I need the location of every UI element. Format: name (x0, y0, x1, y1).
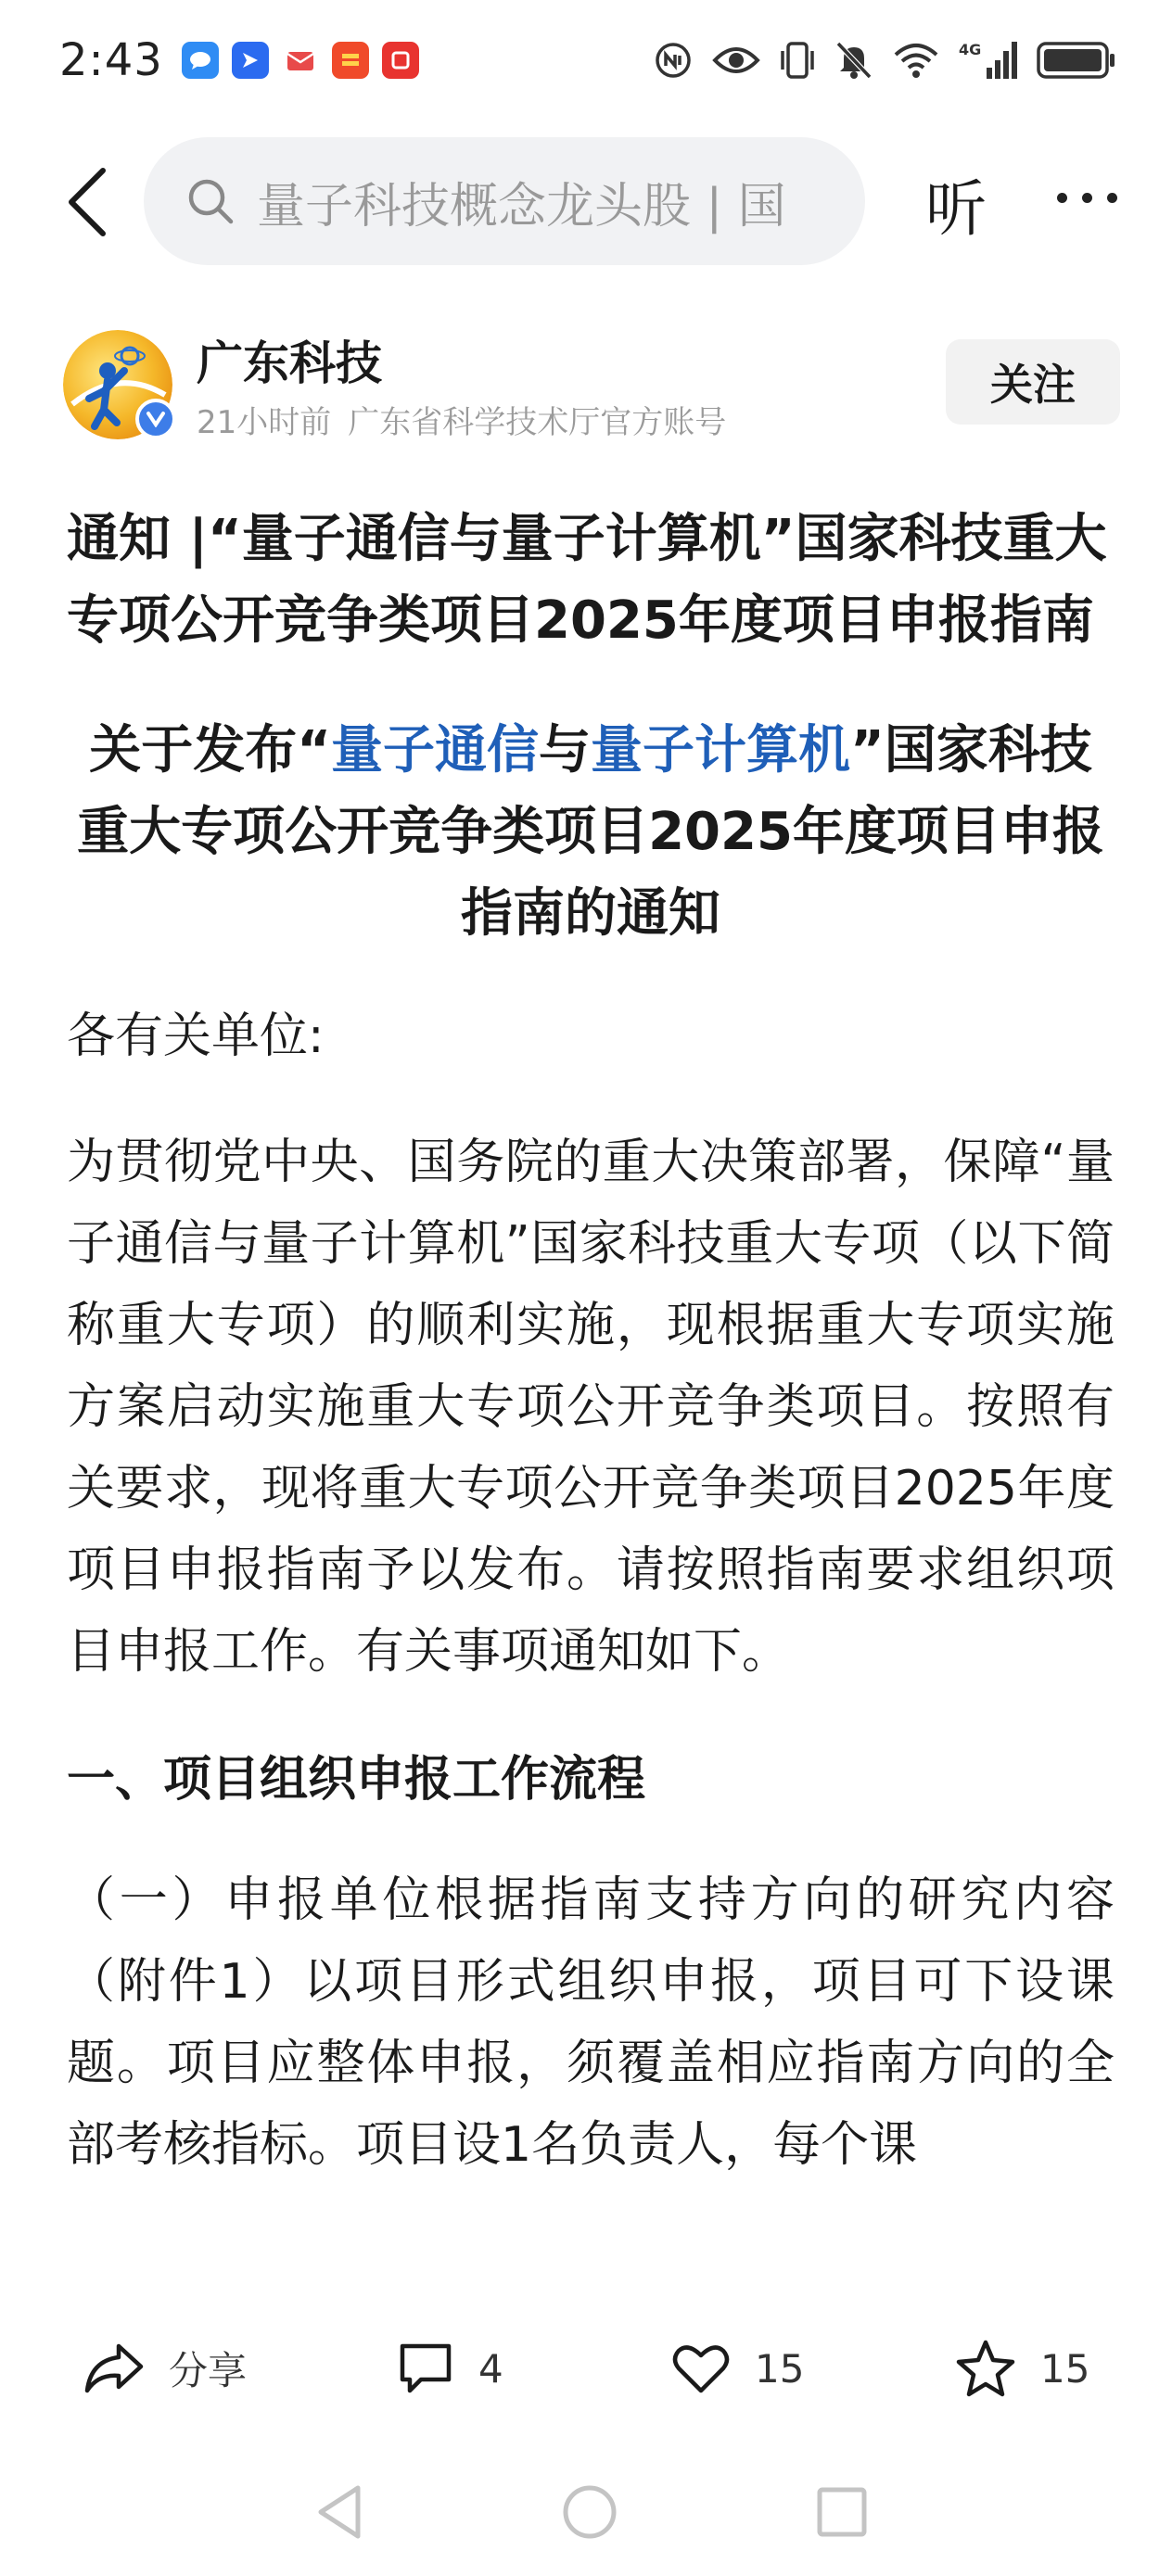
star-icon (955, 2339, 1016, 2398)
more-button[interactable] (1057, 193, 1117, 203)
circle-home-icon (560, 2482, 619, 2542)
wifi-icon (892, 42, 940, 79)
heart-icon (671, 2341, 731, 2396)
subtitle-prefix: 关于发布“ (89, 720, 331, 780)
like-count: 15 (755, 2345, 805, 2392)
system-back-button[interactable] (312, 2482, 367, 2545)
mail-icon (282, 42, 319, 79)
favorite-button[interactable] (955, 2327, 1089, 2410)
app-icon (382, 42, 419, 79)
author-description: 广东省科学技术厅官方账号 (348, 404, 727, 441)
search-bar[interactable] (144, 137, 865, 265)
back-button[interactable] (41, 146, 134, 258)
taobao-icon (332, 42, 369, 79)
author-row (63, 326, 1120, 447)
body-paragraph-1: 为贯彻党中央、国务院的重大决策部署，保障“量子通信与量子计算机”国家科技重大专项（以下简称重大专项）的顺利实施，现根据重大专项实施方案启动实施重大专项公开竞争类项目。按照有关要求，现将重大专项公开竞争类项目2025年度项目申报指南予以发布。请按照指南要求组织项目申报工作。有关事项通知如下。 (67, 1135, 1115, 1680)
comment-count: 4 (478, 2345, 503, 2392)
article (67, 499, 1115, 2186)
salutation: 各有关单位: (67, 1009, 325, 1064)
more-dot (1107, 193, 1117, 203)
battery-icon (1037, 40, 1116, 81)
network-type: 4G (959, 41, 982, 58)
content-fade (0, 2243, 1172, 2317)
like-button[interactable] (671, 2327, 804, 2410)
search-query: 量子科技概念龙头股 | 国 (257, 178, 786, 235)
comment-icon (397, 2341, 454, 2396)
share-icon (83, 2341, 145, 2396)
check-icon (146, 411, 166, 427)
share-button[interactable] (83, 2327, 247, 2410)
more-dot (1057, 193, 1067, 203)
comment-button[interactable] (397, 2327, 503, 2410)
top-nav (0, 137, 1172, 267)
nfc-icon (653, 40, 694, 81)
system-recent-button[interactable] (812, 2482, 872, 2545)
subtitle-suffix: ”国家科技重大专项公开竞争类项目2025年度项目申报指南的通知 (77, 720, 1104, 944)
feishu-icon (232, 42, 269, 79)
triangle-back-icon (312, 2482, 367, 2542)
share-label: 分享 (169, 2348, 248, 2393)
status-left (59, 34, 419, 86)
status-bar (0, 0, 1172, 121)
action-bar (0, 2308, 1172, 2429)
section-heading-1: 一、项目组织申报工作流程 (67, 1752, 646, 1808)
author-name[interactable]: 广东科技 (197, 336, 382, 390)
system-nav-bar (0, 2466, 1172, 2576)
keyword-link-quantum-computer[interactable]: 量子计算机 (591, 720, 850, 780)
favorite-count: 15 (1040, 2345, 1090, 2392)
post-time: 21小时前 (197, 404, 332, 441)
listen-button[interactable]: 听 (925, 173, 987, 245)
author-meta (197, 397, 726, 442)
follow-button[interactable]: 关注 (946, 339, 1120, 425)
message-icon (182, 42, 219, 79)
eye-icon (712, 42, 760, 79)
verified-badge (135, 399, 176, 439)
square-recent-icon (812, 2482, 872, 2542)
article-title: 通知 |“量子通信与量子计算机”国家科技重大专项公开竞争类项目2025年度项目申报指南 (67, 509, 1107, 651)
vibrate-icon (779, 40, 816, 81)
status-time: 2:43 (59, 34, 163, 86)
chevron-left-icon (66, 167, 108, 237)
keyword-link-quantum-communication[interactable]: 量子通信 (331, 720, 539, 780)
signal-icon (959, 40, 1018, 81)
body-paragraph-2: （一）申报单位根据指南支持方向的研究内容（附件1）以项目形式组织申报，项目可下设课题。项目应整体申报，须覆盖相应指南方向的全部考核指标。项目设1名负责人，每个课 (67, 1872, 1115, 2173)
status-right (653, 40, 1116, 81)
more-dot (1082, 193, 1092, 203)
subtitle-mid: 与 (539, 720, 591, 780)
system-home-button[interactable] (560, 2482, 619, 2545)
article-subtitle (67, 710, 1115, 955)
search-icon (186, 177, 235, 225)
mute-icon (834, 40, 873, 81)
